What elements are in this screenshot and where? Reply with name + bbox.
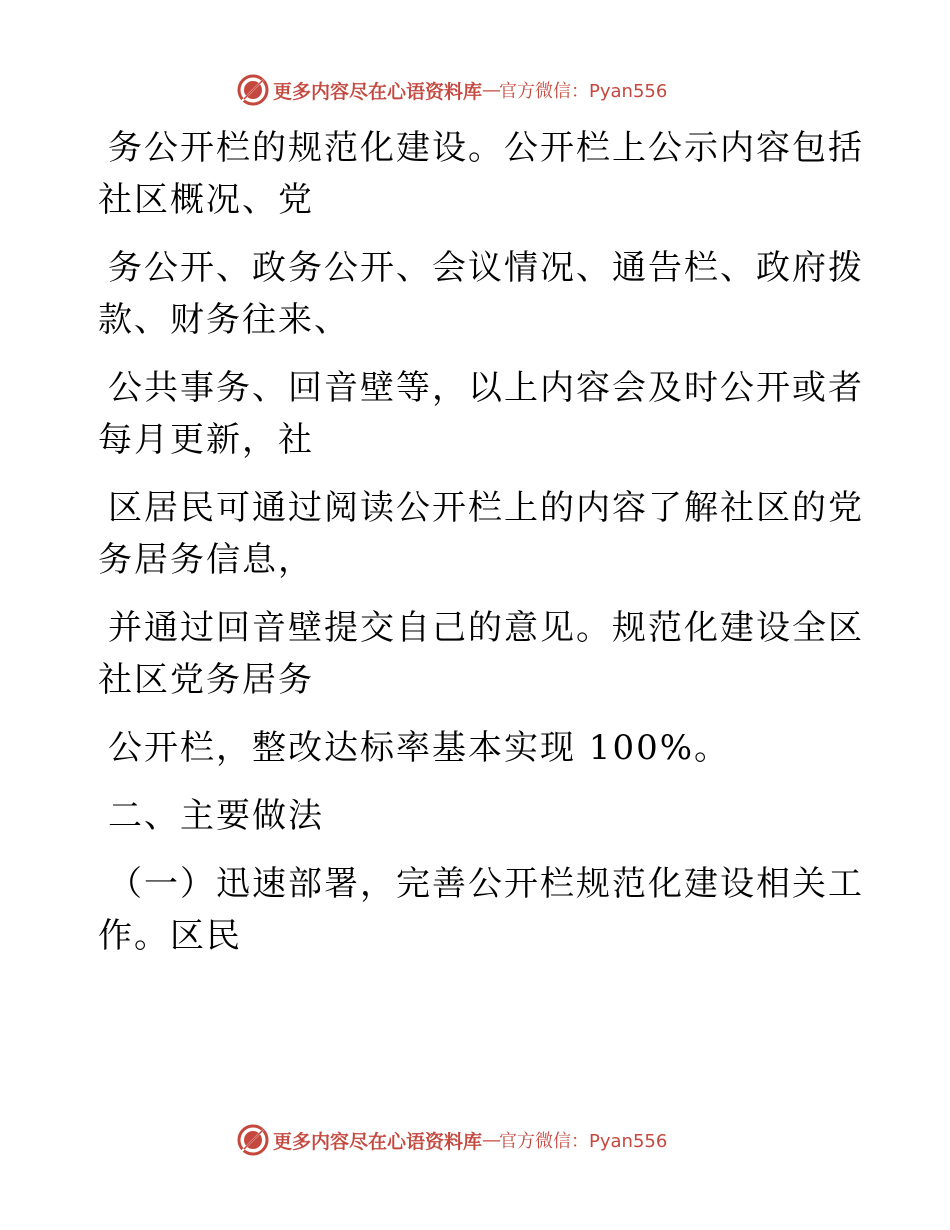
body-line: 社区党务居务 — [98, 660, 314, 700]
quill-seal-icon — [236, 1123, 270, 1157]
watermark-contact: 官方微信：Pyan556 — [499, 81, 668, 102]
body-line: 务居务信息， — [98, 540, 314, 580]
watermark-text: 更多内容尽在心语资料库 — [273, 80, 483, 103]
document-body — [98, 122, 864, 962]
body-line: 作。区民 — [98, 916, 242, 956]
watermark-text: 更多内容尽在心语资料库 — [273, 1130, 483, 1153]
body-line: 公共事务、回音壁等，以上内容会及时公开或者 — [108, 368, 864, 408]
footer-watermark — [236, 1122, 667, 1158]
body-line: 区居民可通过阅读公开栏上的内容了解社区的党 — [108, 488, 864, 528]
body-line: 公开栏，整改达标率基本实现 100%。 — [108, 728, 731, 768]
body-line: 社区概况、党 — [98, 180, 314, 220]
section-heading: 二、主要做法 — [108, 796, 324, 836]
body-line: 款、财务往来、 — [98, 300, 350, 340]
watermark-dash: — — [482, 79, 500, 101]
header-watermark — [236, 72, 667, 108]
quill-seal-icon — [236, 73, 270, 107]
watermark-dash: — — [482, 1129, 500, 1151]
watermark-contact: 官方微信：Pyan556 — [499, 1131, 668, 1152]
subsection-heading: （一）迅速部署，完善公开栏规范化建设相关工 — [108, 864, 864, 904]
body-line: 务公开、政务公开、会议情况、通告栏、政府拨 — [108, 248, 864, 288]
body-line: 每月更新，社 — [98, 420, 314, 460]
body-line: 务公开栏的规范化建设。公开栏上公示内容包括 — [108, 128, 864, 168]
body-line: 并通过回音壁提交自己的意见。规范化建设全区 — [108, 608, 864, 648]
